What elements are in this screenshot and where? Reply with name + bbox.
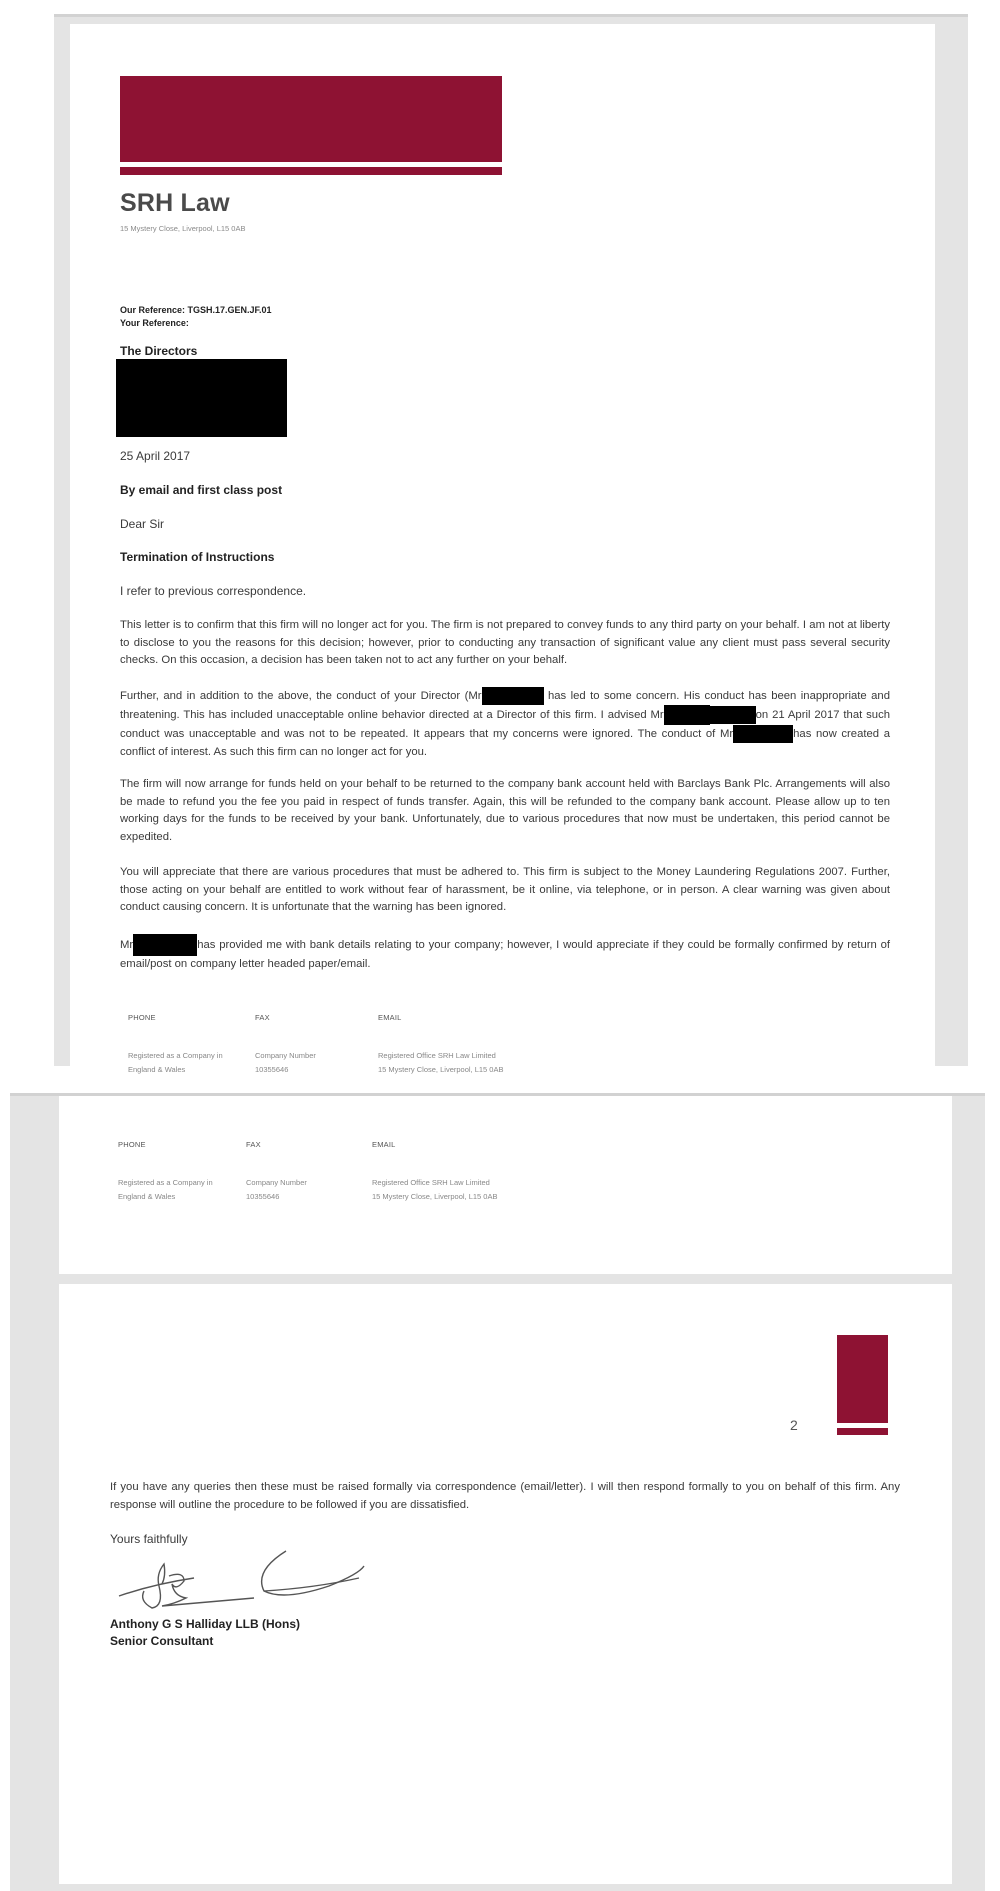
letter-page-1	[70, 24, 935, 1074]
signature-image	[114, 1546, 374, 1616]
document-viewer-2[interactable]	[10, 1093, 985, 1891]
paragraph-2-part-4: has now created a conflict of interest. As such this firm can no longer act for you.	[120, 728, 890, 758]
footer-registered-office: Registered Office SRH Law Limited 15 Mystery Close, Liverpool, L15 0AB	[378, 1051, 504, 1074]
redacted-name	[733, 725, 793, 743]
document-viewer-1[interactable]	[54, 14, 968, 1074]
footer-phone-label: PHONE	[118, 1140, 146, 1149]
signatory	[110, 1616, 300, 1650]
letterhead-banner	[120, 76, 502, 162]
paragraph-4: You will appreciate that there are various procedures that must be adhered to. This firm is subject to the Money Laundering Regulations 2007. Further, those acting on your behalf are entitled to work without fear of harassment, be it online, via telephone, or in person. A clear warning was given about conduct causing concern. It is unfortunate that the warning has been ignored.	[120, 866, 890, 913]
footer-fax-label: FAX	[255, 1013, 270, 1022]
paragraph-2-part-1: Further, and in addition to the above, the conduct of your Director (Mr	[120, 689, 482, 702]
paragraph-2-part-2: has led to some concern. His conduct has been inappropriate and threatening. This has included unacceptable online behavior directed at a Director of this firm. I advised Mr	[120, 689, 891, 722]
paragraph-2	[120, 687, 890, 761]
paragraph-2-part-3: on 21 April 2017 that such conduct was unacceptable and was not to be repeated. It appears that my concerns were ignored. The conduct of Mr	[120, 709, 891, 741]
paragraph-5	[120, 934, 890, 974]
firm-address: 15 Mystery Close, Liverpool, L15 0AB	[120, 224, 246, 233]
paragraph-5-part-1: Mr	[120, 938, 134, 951]
footer-fax-label: FAX	[246, 1140, 261, 1149]
addressee: The Directors	[120, 344, 198, 358]
footer-company-number: Company Number 10355646	[246, 1178, 307, 1201]
redacted-address	[116, 359, 287, 437]
our-reference: Our Reference: TGSH.17.GEN.JF.01	[120, 305, 272, 315]
page-number: 2	[790, 1417, 798, 1433]
salutation: Dear Sir	[120, 517, 165, 531]
closing: Yours faithfully	[110, 1532, 188, 1546]
delivery-method: By email and first class post	[120, 483, 283, 497]
paragraph-6: If you have any queries then these must be raised formally via correspondence (email/letter). I will then respond formally to you on behalf of this firm. Any response will outline the procedure to be followed if you are dissatisfied.	[110, 1481, 900, 1511]
opening-line: I refer to previous correspondence.	[120, 584, 307, 598]
letter-date: 25 April 2017	[120, 449, 191, 463]
paragraph-1: This letter is to confirm that this firm will no longer act for you. The firm is not prepared to convey funds to any third party on your behalf. I am not at liberty to disclose to you the reasons for this decision; however, prior to conducting any transaction of significant value any client must pass several security checks. On this occasion, a decision has been taken not to act any further on your behalf.	[120, 619, 890, 666]
letterhead-stripe	[120, 167, 502, 175]
paragraph-3: The firm will now arrange for funds held on your behalf to be returned to the company bank account held with Barclays Bank Plc. Arrangements will also be made to refund you the fee you paid in respect of funds transfer. Again, this will be refunded to the company bank account. Please allow up to ten working days for the funds to be received by your bank. Unfortunately, due to various procedures that now must be undertaken, this period cannot be expedited.	[120, 778, 890, 843]
redacted-name	[710, 706, 756, 724]
letter-page-1-bottom	[59, 1096, 952, 1274]
redacted-name	[133, 934, 197, 956]
footer-registered-office: Registered Office SRH Law Limited 15 Mystery Close, Liverpool, L15 0AB	[372, 1178, 498, 1201]
signatory-title: Senior Consultant	[110, 1634, 214, 1648]
letter-page-2	[59, 1284, 952, 1884]
footer-email-label: EMAIL	[372, 1140, 396, 1149]
redacted-name	[482, 687, 544, 705]
footer-registration: Registered as a Company in England & Wales	[118, 1178, 213, 1201]
your-reference: Your Reference:	[120, 318, 189, 328]
viewer-top-edge	[54, 14, 968, 17]
footer-email-label: EMAIL	[378, 1013, 402, 1022]
footer-company-number: Company Number 10355646	[255, 1051, 316, 1074]
page-header-stripe	[837, 1428, 888, 1435]
paragraph-5-part-2: has provided me with bank details relating to your company; however, I would appreciate if they could be formally confirmed by return of email/post on company letter headed paper/email.	[120, 938, 890, 970]
footer-phone-label: PHONE	[128, 1013, 156, 1022]
letter-subject: Termination of Instructions	[120, 550, 275, 564]
signatory-name: Anthony G S Halliday LLB (Hons)	[110, 1617, 301, 1631]
redacted-name	[664, 705, 710, 725]
firm-name: SRH Law	[120, 189, 230, 217]
page-header-block	[837, 1335, 888, 1423]
footer-registration: Registered as a Company in England & Wales	[128, 1051, 223, 1074]
